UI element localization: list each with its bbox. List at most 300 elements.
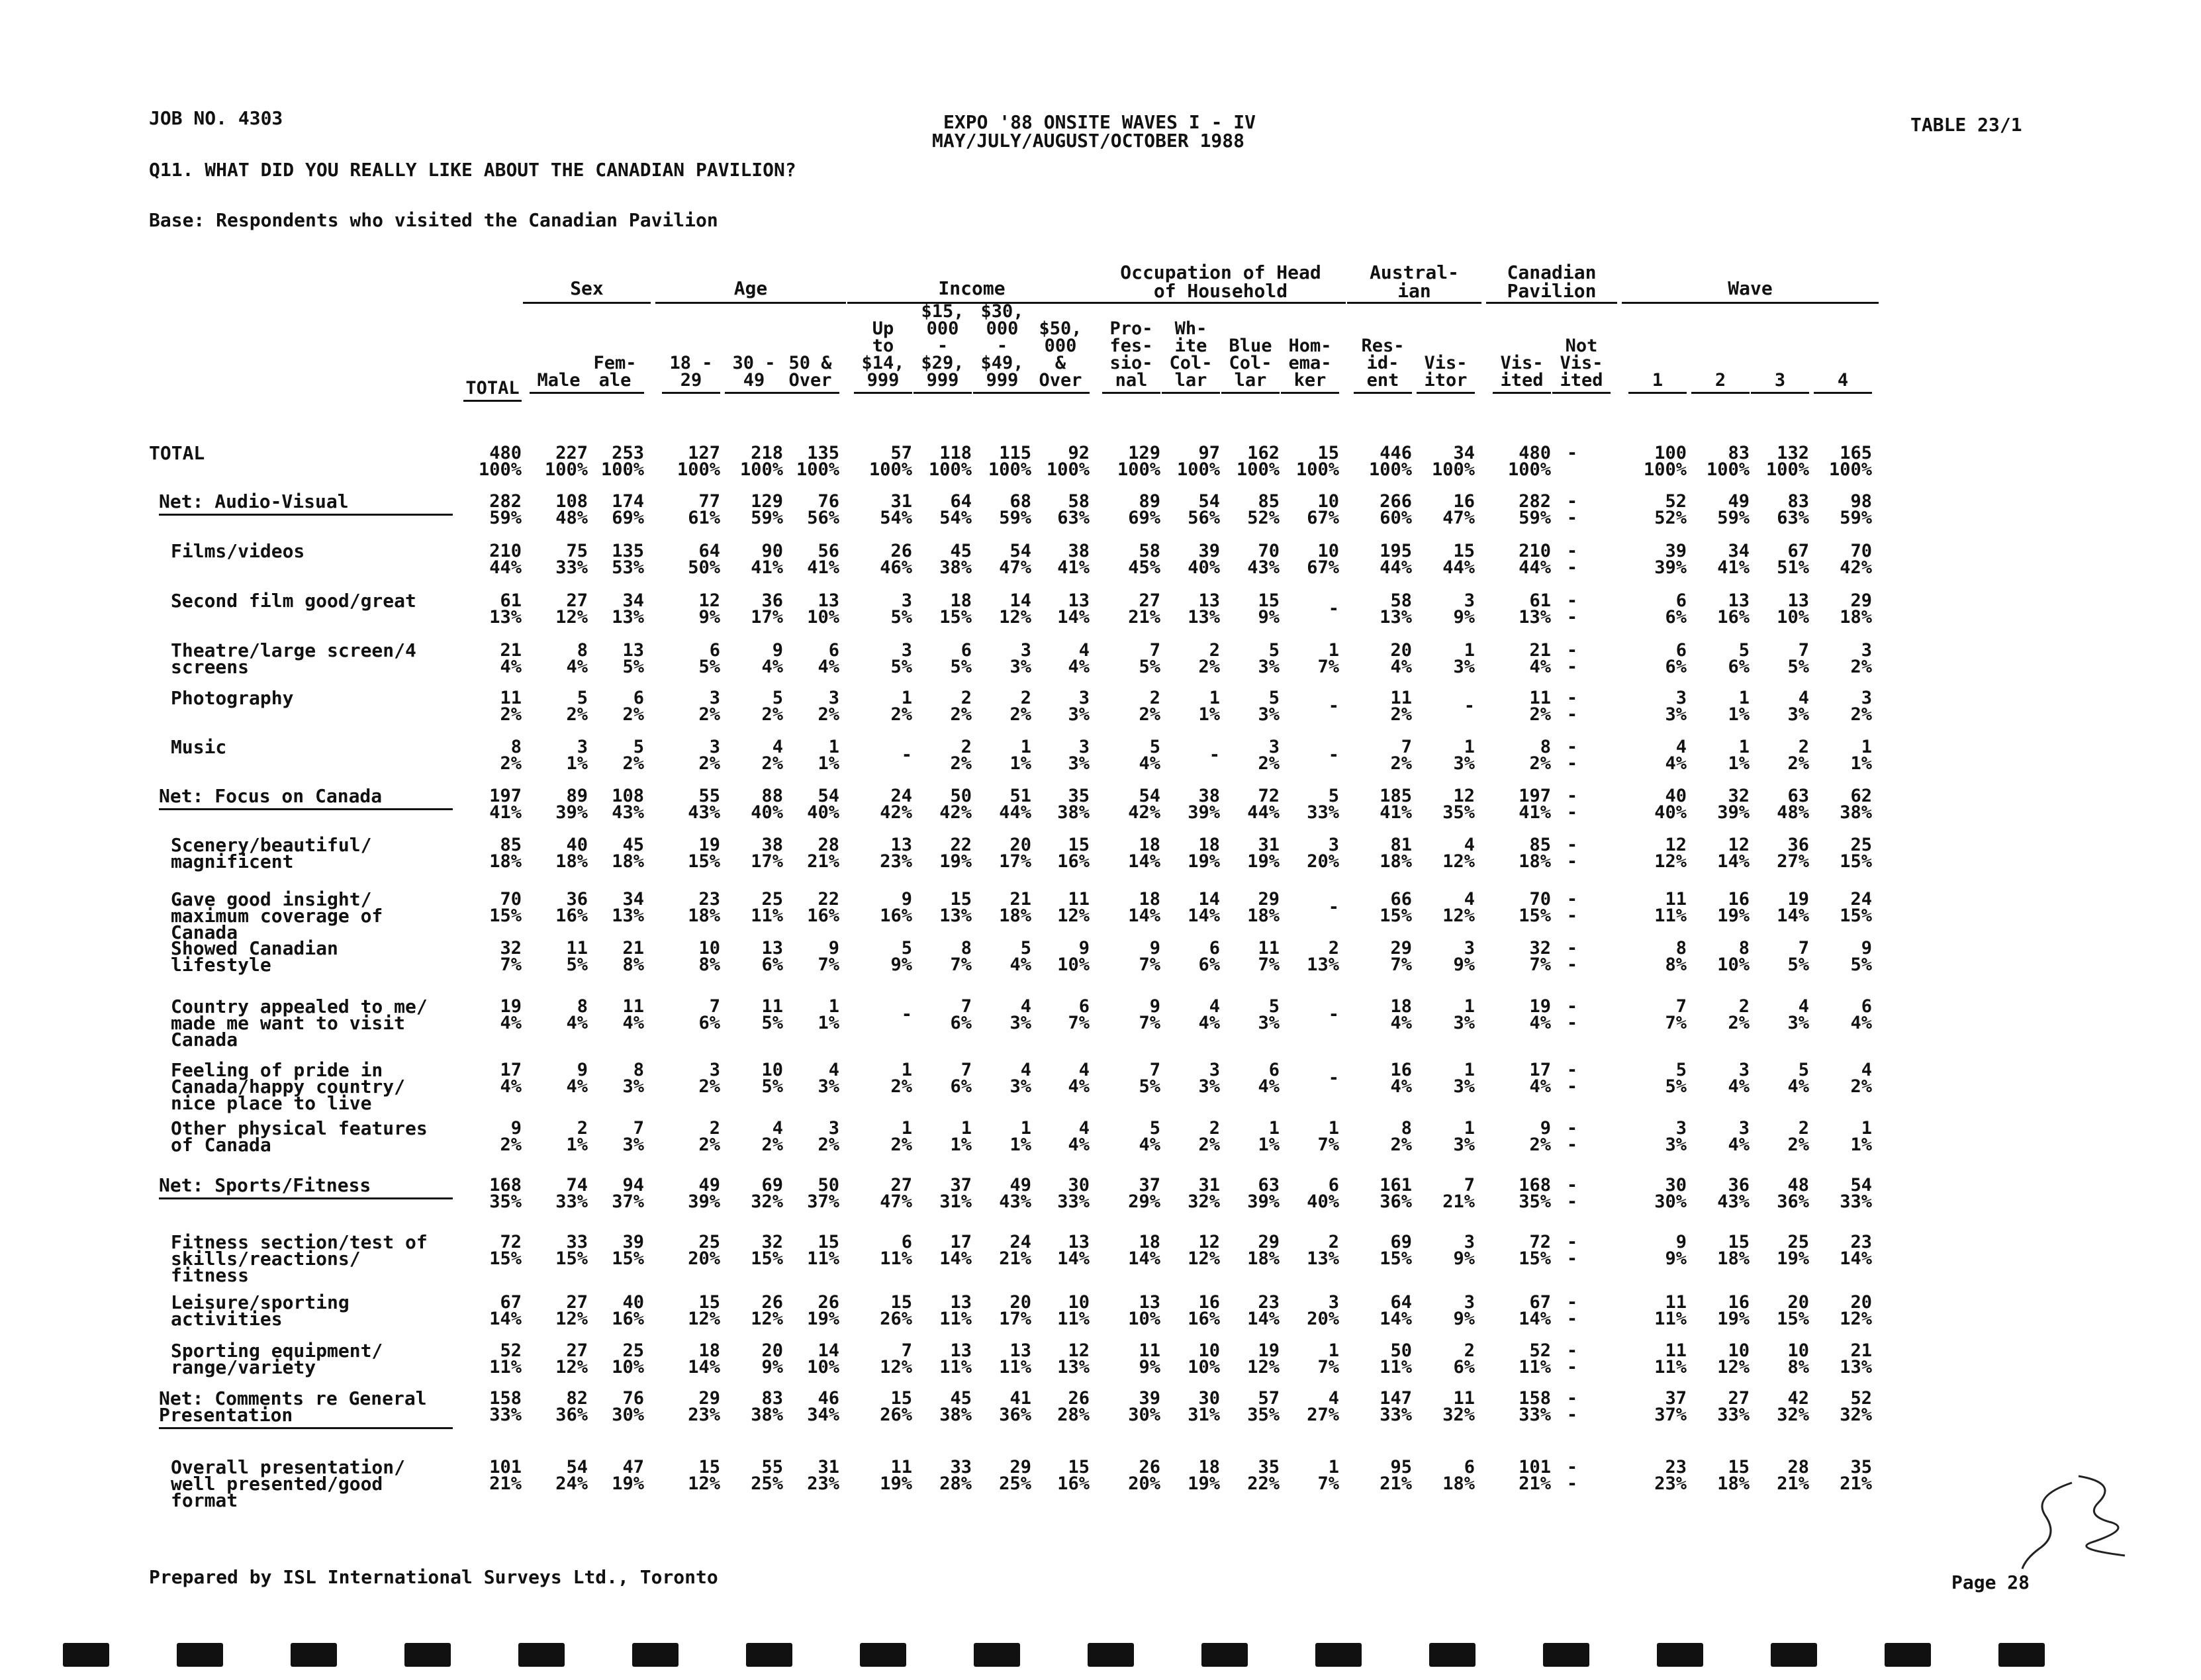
table-cell: 158 33% bbox=[489, 1388, 522, 1425]
table-cell: 9 4% bbox=[566, 1060, 588, 1097]
table-cell: 23 14% bbox=[1247, 1292, 1280, 1329]
table-cell: 6 18% bbox=[1442, 1457, 1475, 1494]
table-cell: 6 2% bbox=[622, 688, 644, 725]
table-cell: 11 7% bbox=[1258, 938, 1280, 975]
table-cell: 42 32% bbox=[1777, 1388, 1809, 1425]
table-cell: 70 42% bbox=[1840, 541, 1872, 578]
page-number: Page 28 bbox=[1951, 1571, 2030, 1593]
table-cell: 11 2% bbox=[500, 688, 522, 725]
table-cell: 15 26% bbox=[880, 1388, 912, 1425]
table-cell: 12 35% bbox=[1442, 786, 1475, 823]
table-cell: 12 12% bbox=[1654, 835, 1687, 872]
table-cell: 18 15% bbox=[939, 590, 972, 628]
column-header-underline bbox=[1102, 392, 1160, 394]
table-cell: 11 11% bbox=[1654, 889, 1687, 926]
table-cell: 11 12% bbox=[1057, 889, 1090, 926]
column-header bbox=[1493, 355, 1551, 394]
table-cell: 38 39% bbox=[1188, 786, 1220, 823]
table-cell: 7 21% bbox=[1442, 1175, 1475, 1212]
scan-mark bbox=[1315, 1643, 1362, 1667]
table-cell: 27 12% bbox=[555, 590, 588, 628]
table-cell: 25 20% bbox=[688, 1232, 720, 1269]
column-header bbox=[1552, 338, 1611, 394]
column-header bbox=[1031, 320, 1090, 394]
table-cell: 50 37% bbox=[807, 1175, 839, 1212]
table-cell: 108 48% bbox=[555, 491, 588, 528]
column-group-header: Wave bbox=[1622, 279, 1879, 298]
column-header-underline bbox=[1814, 392, 1872, 394]
column-header-underline bbox=[1417, 392, 1475, 394]
table-cell: 29 7% bbox=[1390, 938, 1412, 975]
table-cell: 45 38% bbox=[939, 1388, 972, 1425]
column-header-label: 30 - 49 bbox=[732, 353, 776, 391]
table-cell: 2 2% bbox=[1139, 688, 1160, 725]
table-cell: 15 100% bbox=[1295, 443, 1339, 480]
table-cell: 37 31% bbox=[939, 1175, 972, 1212]
table-cell: 45 18% bbox=[612, 835, 644, 872]
table-cell: 9 7% bbox=[1139, 938, 1160, 975]
table-cell: 3 5% bbox=[890, 640, 912, 677]
table-cell: 57 100% bbox=[868, 443, 912, 480]
table-cell: 3 20% bbox=[1307, 835, 1339, 872]
table-cell: 18 4% bbox=[1390, 996, 1412, 1033]
table-cell: 14 14% bbox=[1188, 889, 1220, 926]
table-cell: - - bbox=[1566, 835, 1578, 872]
table-cell: 31 19% bbox=[1247, 835, 1280, 872]
table-cell: - - bbox=[1566, 640, 1578, 677]
table-cell: 10 12% bbox=[1717, 1340, 1750, 1377]
table-cell: 11 2% bbox=[1390, 688, 1412, 725]
table-cell: - - bbox=[1566, 1340, 1578, 1377]
table-cell: 81 18% bbox=[1380, 835, 1412, 872]
table-cell: 77 61% bbox=[688, 491, 720, 528]
table-cell: 4 3% bbox=[818, 1060, 839, 1097]
table-cell: 174 69% bbox=[612, 491, 644, 528]
table-cell: 1 1% bbox=[1850, 1118, 1872, 1155]
table-cell: 49 59% bbox=[1717, 491, 1750, 528]
table-cell: 29 18% bbox=[1247, 889, 1280, 926]
column-header-underline bbox=[1691, 392, 1750, 394]
table-cell: 162 100% bbox=[1236, 443, 1280, 480]
table-cell: 17 4% bbox=[1529, 1060, 1551, 1097]
table-cell: 7 5% bbox=[1787, 938, 1809, 975]
column-header-label: 4 bbox=[1837, 370, 1849, 391]
table-cell: 7 7% bbox=[1665, 996, 1687, 1033]
table-cell: 3 2% bbox=[698, 1060, 720, 1097]
table-cell: 56 41% bbox=[807, 541, 839, 578]
table-cell: 54 24% bbox=[555, 1457, 588, 1494]
table-cell: 38 17% bbox=[751, 835, 783, 872]
column-header-label: Not Vis- ited bbox=[1560, 336, 1603, 391]
group-underline bbox=[655, 302, 846, 304]
table-cell: 70 43% bbox=[1247, 541, 1280, 578]
table-cell: 9 5% bbox=[1850, 938, 1872, 975]
table-cell: 1 1% bbox=[1009, 737, 1031, 774]
table-cell: 127 100% bbox=[677, 443, 720, 480]
table-cell: 8 4% bbox=[566, 640, 588, 677]
table-cell: 3 1% bbox=[566, 737, 588, 774]
table-cell: 210 44% bbox=[1519, 541, 1551, 578]
column-header bbox=[1102, 320, 1160, 394]
table-cell: 161 36% bbox=[1380, 1175, 1412, 1212]
table-cell: 17 4% bbox=[500, 1060, 522, 1097]
scan-mark bbox=[974, 1643, 1020, 1667]
table-cell: 2 2% bbox=[1198, 1118, 1220, 1155]
table-cell: 8 8% bbox=[1665, 938, 1687, 975]
table-cell: - bbox=[901, 745, 912, 765]
table-cell: 23 18% bbox=[688, 889, 720, 926]
column-header bbox=[973, 303, 1031, 394]
table-cell: 69 15% bbox=[1380, 1232, 1412, 1269]
table-cell: 54 56% bbox=[1188, 491, 1220, 528]
table-cell: 83 38% bbox=[751, 1388, 783, 1425]
table-cell: 7 2% bbox=[1390, 737, 1412, 774]
table-cell: 72 44% bbox=[1247, 786, 1280, 823]
column-header bbox=[1628, 372, 1687, 394]
table-cell: 210 44% bbox=[489, 541, 522, 578]
table-cell: 16 16% bbox=[1188, 1292, 1220, 1329]
group-underline bbox=[523, 302, 651, 304]
table-cell: 25 11% bbox=[751, 889, 783, 926]
table-cell: 4 12% bbox=[1442, 889, 1475, 926]
table-cell: 3 9% bbox=[1453, 1232, 1475, 1269]
table-cell: 17 14% bbox=[939, 1232, 972, 1269]
table-cell: 1 1% bbox=[1009, 1118, 1031, 1155]
table-cell: 1 7% bbox=[1317, 1457, 1339, 1494]
table-cell: 30 33% bbox=[1057, 1175, 1090, 1212]
table-cell: 67 14% bbox=[1519, 1292, 1551, 1329]
table-cell: 4 4% bbox=[1068, 1118, 1090, 1155]
column-header bbox=[1162, 320, 1220, 394]
table-cell: 3 3% bbox=[1009, 640, 1031, 677]
table-cell: 168 35% bbox=[489, 1175, 522, 1212]
scan-mark bbox=[1771, 1643, 1817, 1667]
column-header-label: $30, 000 - $49, 999 bbox=[980, 301, 1024, 391]
table-cell: 4 2% bbox=[761, 737, 783, 774]
table-cell: 28 21% bbox=[1777, 1457, 1809, 1494]
table-cell: 446 100% bbox=[1368, 443, 1412, 480]
table-cell: 6 40% bbox=[1307, 1175, 1339, 1212]
table-cell: 135 100% bbox=[796, 443, 839, 480]
table-cell: 15 16% bbox=[1057, 1457, 1090, 1494]
table-cell: 40 16% bbox=[612, 1292, 644, 1329]
column-header-underline bbox=[1281, 392, 1339, 394]
table-cell: 26 19% bbox=[807, 1292, 839, 1329]
table-cell: 20 4% bbox=[1390, 640, 1412, 677]
table-cell: 13 14% bbox=[1057, 1232, 1090, 1269]
question-text: Q11. WHAT DID YOU REALLY LIKE ABOUT THE CANADIAN PAVILION? bbox=[149, 159, 796, 181]
table-cell: - bbox=[1328, 897, 1339, 917]
table-cell: 37 37% bbox=[1654, 1388, 1687, 1425]
table-cell: 66 15% bbox=[1380, 889, 1412, 926]
table-cell: 7 6% bbox=[950, 1060, 972, 1097]
table-cell: 21 18% bbox=[999, 889, 1031, 926]
table-cell: 27 33% bbox=[1717, 1388, 1750, 1425]
column-header-label: 1 bbox=[1652, 370, 1663, 391]
table-cell: 5 2% bbox=[761, 688, 783, 725]
table-cell: - bbox=[1328, 598, 1339, 619]
table-cell: 3 2% bbox=[1258, 737, 1280, 774]
scan-mark bbox=[1998, 1643, 2045, 1667]
table-cell: 1 1% bbox=[1850, 737, 1872, 774]
table-cell: 6 6% bbox=[1665, 640, 1687, 677]
table-cell: 11 11% bbox=[1654, 1292, 1687, 1329]
table-cell: 4 27% bbox=[1307, 1388, 1339, 1425]
table-cell: 31 54% bbox=[880, 491, 912, 528]
scan-mark bbox=[404, 1643, 451, 1667]
table-cell: 4 3% bbox=[1787, 688, 1809, 725]
table-cell: 132 100% bbox=[1765, 443, 1809, 480]
table-cell: 26 46% bbox=[880, 541, 912, 578]
report-title-line2: MAY/JULY/AUGUST/OCTOBER 1988 bbox=[932, 130, 1245, 152]
table-cell: 52 52% bbox=[1654, 491, 1687, 528]
table-cell: 1 1% bbox=[1728, 737, 1750, 774]
table-cell: 72 15% bbox=[489, 1232, 522, 1269]
table-cell: 28 21% bbox=[807, 835, 839, 872]
table-cell: 27 47% bbox=[880, 1175, 912, 1212]
table-cell: 18 14% bbox=[1128, 835, 1160, 872]
table-cell: - - bbox=[1566, 938, 1578, 975]
table-cell: 20 17% bbox=[999, 835, 1031, 872]
table-cell: 32 7% bbox=[500, 938, 522, 975]
table-cell: 1 7% bbox=[1317, 1118, 1339, 1155]
table-cell: 158 33% bbox=[1519, 1388, 1551, 1425]
column-header bbox=[530, 372, 588, 394]
table-cell: 74 33% bbox=[555, 1175, 588, 1212]
table-cell: 18 14% bbox=[1128, 1232, 1160, 1269]
column-header-label: 50 & Over bbox=[788, 353, 832, 391]
table-cell: 68 59% bbox=[999, 491, 1031, 528]
table-cell: 18 19% bbox=[1188, 835, 1220, 872]
table-cell: 15 16% bbox=[1057, 835, 1090, 872]
table-cell: - bbox=[1209, 745, 1220, 765]
table-cell: 5 4% bbox=[1139, 1118, 1160, 1155]
table-cell: 1 7% bbox=[1317, 1340, 1339, 1377]
table-cell: 6 6% bbox=[1198, 938, 1220, 975]
table-cell: 13 6% bbox=[761, 938, 783, 975]
table-cell: 75 33% bbox=[555, 541, 588, 578]
table-cell: 5 5% bbox=[1665, 1060, 1687, 1097]
table-cell: 9 9% bbox=[1665, 1232, 1687, 1269]
table-cell: 7 5% bbox=[1139, 1060, 1160, 1097]
table-number: TABLE 23/1 bbox=[1910, 114, 2022, 136]
scan-mark bbox=[632, 1643, 679, 1667]
total-row-label: TOTAL bbox=[149, 442, 205, 464]
table-cell: 21 8% bbox=[622, 938, 644, 975]
table-cell: 2 2% bbox=[1009, 688, 1031, 725]
table-cell: 72 15% bbox=[1519, 1232, 1551, 1269]
table-cell: 32 15% bbox=[751, 1232, 783, 1269]
column-header-label: Up to $14, 999 bbox=[861, 318, 905, 391]
table-cell: 61 13% bbox=[1519, 590, 1551, 628]
table-cell: 50 42% bbox=[939, 786, 972, 823]
table-cell: 3 2% bbox=[698, 737, 720, 774]
table-cell: 8 3% bbox=[622, 1060, 644, 1097]
column-header-label: Vis- itor bbox=[1424, 353, 1468, 391]
table-cell: 16 19% bbox=[1717, 889, 1750, 926]
table-cell: 90 41% bbox=[751, 541, 783, 578]
scan-mark bbox=[1429, 1643, 1475, 1667]
table-cell: 480 100% bbox=[478, 443, 522, 480]
table-cell: 94 37% bbox=[612, 1175, 644, 1212]
table-cell: 18 19% bbox=[1188, 1457, 1220, 1494]
table-cell: 6 5% bbox=[698, 640, 720, 677]
group-underline bbox=[1486, 302, 1617, 304]
table-cell: 5 9% bbox=[890, 938, 912, 975]
table-cell: 6 4% bbox=[818, 640, 839, 677]
column-header-underline bbox=[1221, 392, 1280, 394]
table-cell: 27 21% bbox=[1128, 590, 1160, 628]
column-group-header: Age bbox=[655, 279, 846, 298]
table-cell: 13 11% bbox=[999, 1340, 1031, 1377]
table-cell: 3 2% bbox=[818, 1118, 839, 1155]
scan-mark bbox=[291, 1643, 337, 1667]
table-cell: - - bbox=[1566, 1292, 1578, 1329]
net-row-label: Net: Sports/Fitness bbox=[159, 1177, 453, 1199]
table-cell: 15 18% bbox=[1717, 1232, 1750, 1269]
column-header-label: TOTAL bbox=[465, 378, 520, 398]
table-cell: - - bbox=[1566, 996, 1578, 1033]
table-cell: 26 12% bbox=[751, 1292, 783, 1329]
table-cell: 19 15% bbox=[688, 835, 720, 872]
table-cell: 29 23% bbox=[688, 1388, 720, 1425]
column-header-label: 18 - 29 bbox=[669, 353, 713, 391]
net-row-label: Net: Focus on Canada bbox=[159, 788, 453, 810]
row-label: Country appealed to me/ made me want to visit Canada bbox=[171, 996, 428, 1050]
table-cell: 31 23% bbox=[807, 1457, 839, 1494]
table-cell: 9 7% bbox=[1139, 996, 1160, 1033]
group-underline bbox=[847, 302, 1096, 304]
table-cell: 64 14% bbox=[1380, 1292, 1412, 1329]
table-cell: 64 54% bbox=[939, 491, 972, 528]
table-cell: 67 14% bbox=[489, 1292, 522, 1329]
handwritten-initials bbox=[2019, 1470, 2151, 1589]
column-header-label: $50, 000 & Over bbox=[1039, 318, 1082, 391]
table-cell: - bbox=[1566, 443, 1578, 463]
table-cell: 5 4% bbox=[1787, 1060, 1809, 1097]
table-cell: 92 100% bbox=[1046, 443, 1090, 480]
scan-mark bbox=[746, 1643, 792, 1667]
scan-mark bbox=[1543, 1643, 1589, 1667]
table-cell: 13 10% bbox=[1128, 1292, 1160, 1329]
table-cell: 10 67% bbox=[1307, 541, 1339, 578]
table-cell: 8 2% bbox=[1529, 737, 1551, 774]
table-cell: 1 1% bbox=[818, 996, 839, 1033]
column-header-underline bbox=[1162, 392, 1220, 394]
table-cell: 35 21% bbox=[1840, 1457, 1872, 1494]
net-row-label: Net: Audio-Visual bbox=[159, 493, 453, 516]
table-cell: 14 12% bbox=[999, 590, 1031, 628]
table-cell: 23 14% bbox=[1840, 1232, 1872, 1269]
table-cell: 18 14% bbox=[1128, 889, 1160, 926]
table-cell: 46 34% bbox=[807, 1388, 839, 1425]
table-cell: 13 16% bbox=[1717, 590, 1750, 628]
table-cell: 48 36% bbox=[1777, 1175, 1809, 1212]
column-header bbox=[662, 355, 720, 394]
column-header bbox=[1691, 372, 1750, 394]
table-cell: 5 4% bbox=[1139, 737, 1160, 774]
table-cell: 36 16% bbox=[555, 889, 588, 926]
table-cell: 34 41% bbox=[1717, 541, 1750, 578]
table-cell: 95 21% bbox=[1380, 1457, 1412, 1494]
column-header-label: Fem- ale bbox=[593, 353, 637, 391]
table-cell: 37 29% bbox=[1128, 1175, 1160, 1212]
table-cell: 5 4% bbox=[1009, 938, 1031, 975]
table-cell: 197 41% bbox=[489, 786, 522, 823]
table-cell: 19 12% bbox=[1247, 1340, 1280, 1377]
table-cell: 89 39% bbox=[555, 786, 588, 823]
table-cell: 21 13% bbox=[1840, 1340, 1872, 1377]
table-cell: 49 43% bbox=[999, 1175, 1031, 1212]
table-cell: 5 2% bbox=[622, 737, 644, 774]
table-cell: 4 12% bbox=[1442, 835, 1475, 872]
table-cell: 64 50% bbox=[688, 541, 720, 578]
table-cell: 8 2% bbox=[500, 737, 522, 774]
table-cell: - bbox=[901, 1004, 912, 1025]
column-header bbox=[1281, 338, 1339, 394]
table-cell: 11 9% bbox=[1139, 1340, 1160, 1377]
table-cell: 5 33% bbox=[1307, 786, 1339, 823]
table-cell: 13 11% bbox=[939, 1340, 972, 1377]
table-cell: 13 11% bbox=[939, 1292, 972, 1329]
table-cell: - bbox=[1328, 1068, 1339, 1088]
scan-mark bbox=[1885, 1643, 1931, 1667]
table-cell: 54 33% bbox=[1840, 1175, 1872, 1212]
table-cell: 35 38% bbox=[1057, 786, 1090, 823]
table-cell: 4 4% bbox=[1068, 1060, 1090, 1097]
table-cell: 39 40% bbox=[1188, 541, 1220, 578]
table-cell: 10 10% bbox=[1188, 1340, 1220, 1377]
table-cell: 8 2% bbox=[1390, 1118, 1412, 1155]
table-cell: 8 10% bbox=[1717, 938, 1750, 975]
table-cell: 1 1% bbox=[818, 737, 839, 774]
table-cell: 10 8% bbox=[1787, 1340, 1809, 1377]
column-header-label: 3 bbox=[1774, 370, 1786, 391]
row-label: Showed Canadian lifestyle bbox=[171, 937, 338, 976]
table-cell: 54 40% bbox=[807, 786, 839, 823]
table-cell: 282 59% bbox=[489, 491, 522, 528]
column-header bbox=[1354, 338, 1412, 394]
table-cell: 85 18% bbox=[1519, 835, 1551, 872]
table-cell: 34 100% bbox=[1431, 443, 1475, 480]
table-cell: 197 41% bbox=[1519, 786, 1551, 823]
column-group-header: Canadian Pavilion bbox=[1486, 263, 1617, 301]
row-label: Fitness section/test of skills/reactions/ fitness bbox=[171, 1231, 428, 1286]
table-cell: 253 100% bbox=[600, 443, 644, 480]
table-cell: 26 28% bbox=[1057, 1388, 1090, 1425]
table-cell: - - bbox=[1566, 688, 1578, 725]
table-cell: 6 6% bbox=[1665, 590, 1687, 628]
table-cell: 108 43% bbox=[612, 786, 644, 823]
table-cell: 89 69% bbox=[1128, 491, 1160, 528]
table-cell: 32 39% bbox=[1717, 786, 1750, 823]
table-cell: 31 32% bbox=[1188, 1175, 1220, 1212]
column-group-header: Income bbox=[847, 279, 1096, 298]
table-cell: 9 7% bbox=[818, 938, 839, 975]
column-group-header: Sex bbox=[523, 279, 651, 298]
column-header-underline bbox=[1628, 392, 1687, 394]
table-cell: 38 41% bbox=[1057, 541, 1090, 578]
table-cell: 54 42% bbox=[1128, 786, 1160, 823]
net-row-label: Net: Comments re General Presentation bbox=[159, 1390, 453, 1429]
table-cell: 11 32% bbox=[1442, 1388, 1475, 1425]
table-cell: 62 38% bbox=[1840, 786, 1872, 823]
table-cell: 10 11% bbox=[1057, 1292, 1090, 1329]
table-cell: 11 11% bbox=[1654, 1340, 1687, 1377]
table-cell: 7 6% bbox=[698, 996, 720, 1033]
table-cell: 3 2% bbox=[1850, 688, 1872, 725]
table-cell: 9 2% bbox=[500, 1118, 522, 1155]
